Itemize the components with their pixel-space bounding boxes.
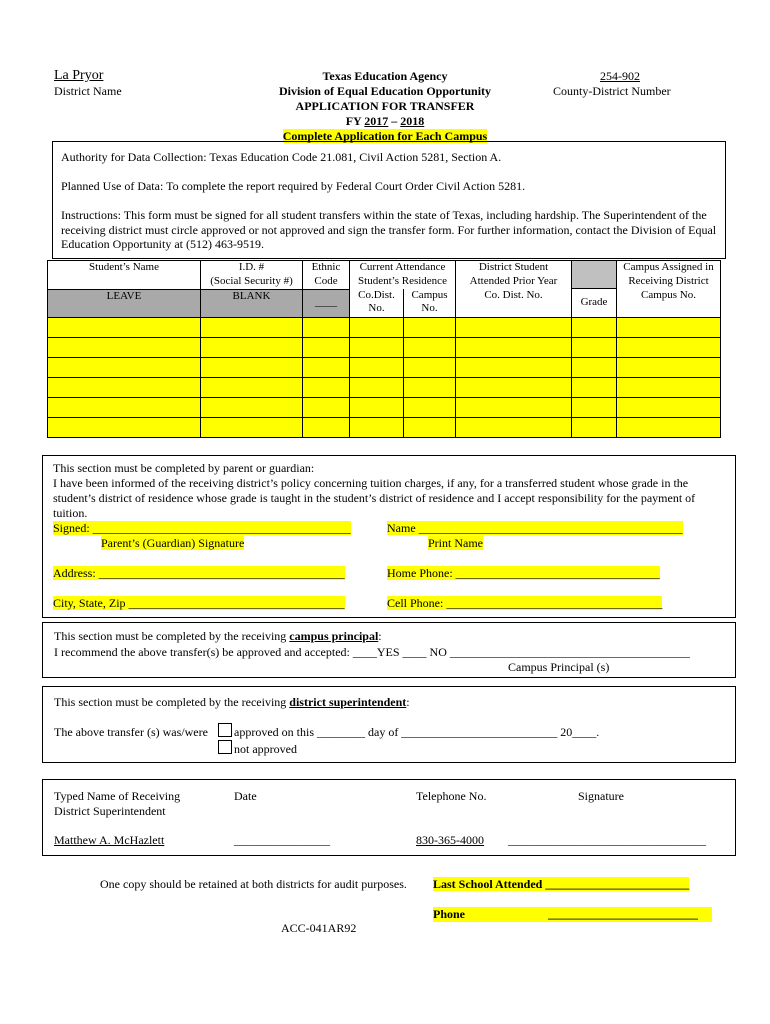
print-name-field[interactable]: Name ____________________________________________ — [387, 521, 683, 535]
principal-heading: This section must be completed by the receiving campus principal: — [54, 629, 382, 643]
parent-statement: I have been informed of the receiving district’s policy concerning tuition charges, if any, for a transferred student whose grade in the student’s district of residence whose grade is taught in the student’s district of residence and I accept responsibility for the payment of tuition. — [53, 476, 696, 520]
form-header — [270, 69, 500, 144]
division-name: Division of Equal Education Opportunity — [278, 84, 492, 98]
table-row[interactable] — [48, 377, 721, 397]
district-name-label: District Name — [54, 84, 122, 98]
signature-label: Signature — [578, 789, 624, 803]
typed-name-label-2: District Superintendent — [54, 804, 166, 818]
not-approved-label: not approved — [234, 742, 297, 756]
date-field[interactable]: ________________ — [234, 833, 330, 847]
complete-note: Complete Application for Each Campus — [282, 129, 488, 143]
header-id: I.D. # (Social Security #) — [201, 261, 303, 290]
signed-field[interactable]: Signed: ___________________________________________ — [53, 521, 351, 535]
blank-cell: BLANK — [201, 289, 303, 317]
agency-name: Texas Education Agency — [322, 69, 448, 83]
cell-phone-field[interactable]: Cell Phone: ____________________________________ — [387, 596, 663, 610]
phone-field[interactable] — [433, 907, 712, 922]
superintendent-name: Matthew A. McHazlett — [54, 833, 165, 847]
telephone-value: 830-365-4000 — [416, 833, 484, 847]
ethnic-dash: ____ — [303, 289, 350, 317]
table-row[interactable] — [48, 397, 721, 417]
fiscal-year: FY 2017 – 2018 — [345, 114, 425, 128]
print-name-caption: Print Name — [428, 536, 483, 550]
form-title: APPLICATION FOR TRANSFER — [295, 99, 475, 113]
principal-caption: Campus Principal (s) — [508, 660, 610, 674]
header-prior-district: District Student Attended Prior Year Co. Dist. No. — [456, 261, 572, 318]
transfer-prefix: The above transfer (s) was/were — [54, 725, 208, 739]
copy-note: One copy should be retained at both districts for audit purposes. — [100, 877, 407, 891]
signature-caption: Parent’s (Guardian) Signature — [101, 536, 245, 550]
not-approved-checkbox[interactable] — [218, 740, 232, 754]
leave-cell: LEAVE — [48, 289, 201, 317]
grade-shaded-cell — [572, 261, 617, 289]
last-school-field[interactable]: Last School Attended ________________________ — [433, 877, 690, 891]
table-row[interactable] — [48, 317, 721, 337]
county-district-label: County-District Number — [553, 84, 671, 98]
typed-name-section — [42, 779, 736, 856]
table-header-row — [48, 261, 721, 289]
header-ethnic-code: Ethnic Code — [303, 261, 350, 290]
principal-section — [42, 622, 736, 678]
signature-field[interactable]: _________________________________ — [508, 833, 706, 847]
address-field[interactable]: Address: _________________________________________ — [53, 566, 345, 580]
telephone-label: Telephone No. — [416, 789, 487, 803]
student-table — [47, 260, 721, 438]
header-campus-assigned: Campus Assigned in Receiving District Campus No. — [617, 261, 721, 318]
approved-line[interactable]: approved on this ________ day of __________________________ 20____. — [234, 725, 600, 739]
table-row[interactable] — [48, 417, 721, 437]
table-row[interactable] — [48, 357, 721, 377]
phone-blank: _________________________ — [548, 907, 698, 921]
home-phone-field[interactable]: Home Phone: __________________________________ — [387, 566, 660, 580]
city-state-zip-field[interactable]: City, State, Zip ____________________________________ — [53, 596, 345, 610]
header-codist: Co.Dist. No. — [350, 289, 404, 318]
date-label: Date — [234, 789, 257, 803]
parent-heading: This section must be completed by parent or guardian: — [53, 461, 315, 475]
planned-use-text: Planned Use of Data: To complete the report required by Federal Court Order Civil Action 5281. — [61, 179, 526, 193]
phone-label: Phone — [433, 907, 466, 921]
form-code: ACC-041AR92 — [281, 921, 357, 935]
superintendent-heading: This section must be completed by the receiving district superintendent: — [54, 695, 410, 709]
header-current-attendance: Current Attendance Student’s Residence — [350, 261, 456, 289]
parent-section — [42, 455, 736, 618]
header-campus: Campus No. — [404, 289, 456, 318]
table-row[interactable] — [48, 337, 721, 357]
district-name-value: La Pryor — [54, 68, 104, 83]
superintendent-section — [42, 686, 736, 763]
typed-name-label-1: Typed Name of Receiving — [54, 789, 181, 803]
header-grade: Grade — [572, 289, 617, 318]
approved-checkbox[interactable] — [218, 723, 232, 737]
instructions-text: Instructions: This form must be signed for all student transfers within the state of Texas, including hardship. The Superintendent of the receiving district must circle approved or not approved and sign the transfer form. For further information, contact the Division of Equal Education Opportunity at (512) 463-9519. — [61, 208, 717, 252]
header-student-name: Student’s Name — [48, 261, 201, 290]
authority-box — [52, 141, 726, 259]
authority-text: Authority for Data Collection: Texas Education Code 21.081, Civil Action 5281, Section A. — [61, 150, 502, 164]
county-district-value: 254-902 — [600, 69, 640, 83]
principal-recommend-line[interactable]: I recommend the above transfer(s) be approved and accepted: ____YES ____ NO ________________________________________ — [54, 645, 690, 659]
